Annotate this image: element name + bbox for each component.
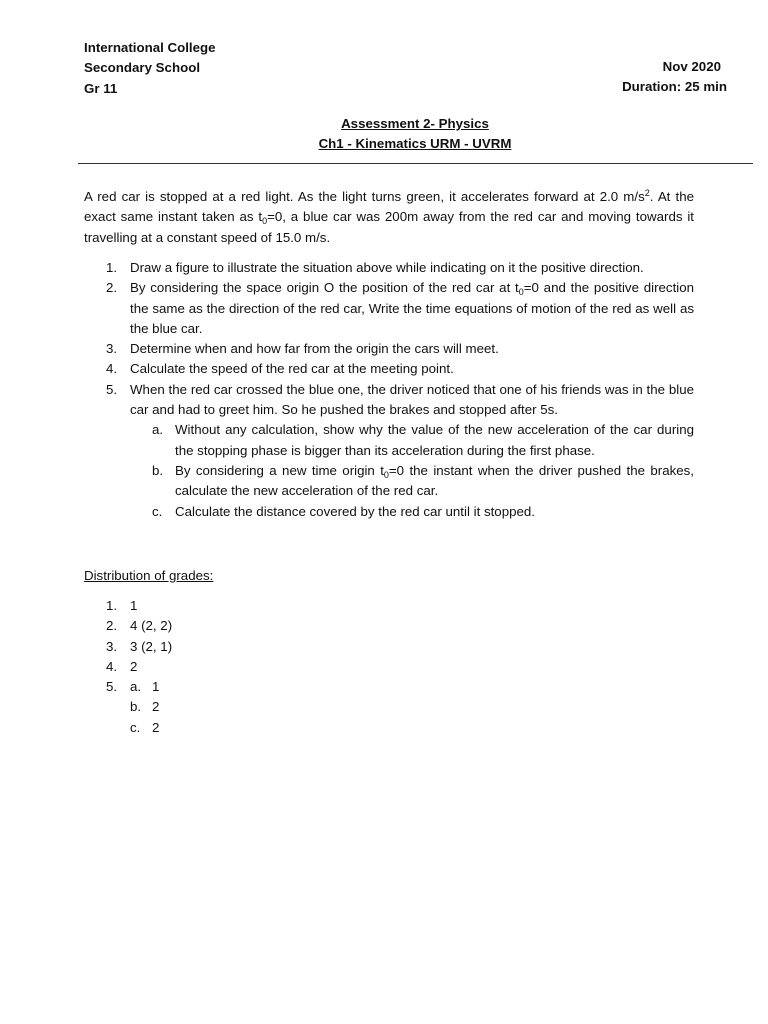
school-section: Secondary School [84, 60, 201, 76]
grade-item: 4. 2 [106, 658, 138, 674]
question-item: 5. When the red car crossed the blue one, the driver noticed that one of his friends was in the blue car and had to greet him. So he pushed the brakes and stopped after 5s. [106, 381, 694, 418]
question-item: 3. Determine when and how far from the origin the cars will meet. [106, 341, 499, 357]
exam-date: Nov 2020 [662, 59, 721, 74]
header-left [84, 38, 216, 99]
question-list [84, 258, 694, 522]
subquestion-item: a. Without any calculation, show why the value of the new acceleration of the car during the stopping phase is bigger than its acceleration during the first phase. [152, 422, 694, 458]
exam-duration: Duration: 25 min [622, 79, 727, 95]
title-line-1: Assessment 2- Physics [341, 116, 489, 131]
grade-item: 2. 4 (2, 2) [106, 618, 173, 634]
grade-subitem: c. 2 [130, 719, 160, 735]
grades-list: 1. 1 2. 4 (2, 2) 3. 3 (2, 1) 4. 2 5. a. 1 b. 2 c. 2 [84, 596, 384, 738]
question-item: 2. By considering the space origin O the position of the red car at $t_0=0$ and the positive direction the same as the direction of the red car, Write the time equations of motion of the red as well as the blue car. [106, 280, 695, 336]
question-item: 1. Draw a figure to illustrate the situation above while indicating on it the positive direction. [106, 260, 644, 275]
grade-level: Gr 11 [84, 80, 118, 96]
grade-subitem: b. 2 [130, 699, 160, 715]
question-item: 4. Calculate the speed of the red car at the meeting point. [106, 361, 454, 377]
grade-item: 1. 1 [106, 598, 138, 613]
grade-item: 3. 3 (2, 1) [106, 638, 173, 654]
header-right [622, 57, 727, 98]
subquestion-item: b. By considering a new time origin $t_0=0$ the instant when the driver pushed the brakes, calculate the new acceleration of the red car. [152, 462, 694, 499]
subquestion-item: c. Calculate the distance covered by the red car until it stopped. [152, 503, 535, 519]
school-name: International College [84, 40, 216, 55]
grade-subitem: a. 1 [130, 679, 160, 695]
title-line-2: Ch1 - Kinematics URM - UVRM [318, 136, 512, 152]
header-divider [78, 163, 753, 164]
grades-title: Distribution of grades: [84, 568, 214, 583]
intro-paragraph: A red car is stopped at a red light. As the light turns green, it accelerates forward at 2.0 $m/s^2$. At the exact same instant taken as $t_0=0$, a blue car was 200m away from the red car and moving towards it travelling at a constant speed of 15.0 m/s. [84, 188, 694, 245]
assessment-title [0, 114, 768, 155]
